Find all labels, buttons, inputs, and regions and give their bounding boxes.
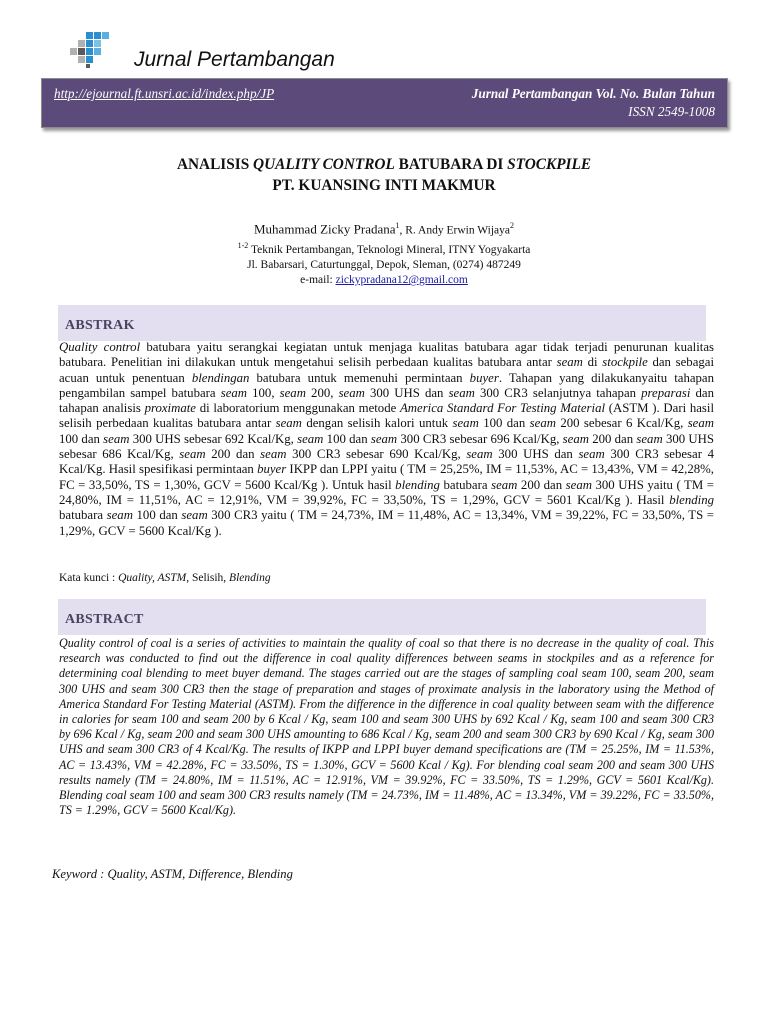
kata-kunci: Kata kunci : Quality, ASTM, Selisih, Blending [59,572,271,584]
journal-info: Jurnal Pertambangan Vol. No. Bulan Tahun [471,86,715,101]
abstract-heading: ABSTRACT [65,612,144,627]
journal-name: Jurnal Pertambangan [134,48,335,71]
author-names: Muhammad Zicky Pradana$^1$, R. Andy Erwin Wijaya$^2$ [254,221,514,237]
paper-title-line-1: ANALISIS QUALITY CONTROL BATUBARA DI STOCKPILE [176,156,592,173]
keyword-line: Keyword : Quality, ASTM, Difference, Blending [52,867,293,881]
address: Jl. Babarsari, Caturtunggal, Depok, Sleman, (0274) 487249 [247,259,521,272]
email-line: e-mail: zickypradana12@gmail.com [300,274,468,287]
journal-url-link[interactable]: http://ejournal.ft.unsri.ac.id/index.php/JP [54,86,275,101]
header-band [41,78,728,128]
abstract-heading-bar [58,599,706,635]
abstrak-text: Quality control batubara yaitu serangkai kegiatan untuk menjaga kualitas batubara agar tidak terjadi penurunan kualitas batubara. Penelitian ini dilakukan untuk mengetahui selisih perbedaan kualitas batubara antar seam di stockpile dan sebagai acuan untuk penentuan blendingan batubara untuk memenuhi permintaan buyer. Tahapan yang dilakukanyaitu tahapan pengambilan sampel batubara seam 100, seam 200, seam 300 UHS dan seam 300 CR3 selanjutnya tahapan preparasi dan tahapan analisis proximate di laboratorium menggunakan metode America Standard For Testing Material (ASTM ). Dari hasil selisih perbedaan kualitas batubara antar seam dengan selisih kalori untuk seam 100 dan seam 200 sebesar 6 Kcal/Kg, seam 100 dan seam 300 UHS sebesar 692 Kcal/Kg, seam 100 dan seam 300 CR3 sebesar 696 Kcal/Kg, seam 200 dan seam 300 UHS sebesar 686 Kcal/Kg, seam 200 dan seam 300 CR3 sebesar 690 Kcal/Kg, seam 300 UHS dan seam 300 CR3 sebesar 4 Kcal/Kg. Hasil spesifikasi permintaan buyer IKPP dan LPPI yaitu ( TM = 25,25%, IM = 11,53%, AC = 13,43%, VM = 42,28%, FC = 33,50%, TS = 1,30%, GCV = 5600 Kcal/Kg ). Untuk hasil blending batubara seam 200 dan seam 300 UHS yaitu ( TM = 24,80%, IM = 11,51%, AC = 12,91%, VM = 39,92%, FC = 33,50%, TS = 1,29%, GCV = 5601 Kcal/Kg ). Hasil blending batubara seam 100 dan seam 300 CR3 yaitu ( TM = 24,73%, IM = 11,48%, AC = 13,34%, VM = 39,22%, FC = 33,50%, TS = 1,29%, GCV = 5600 Kcal/Kg ). [59,340,715,538]
email-link[interactable]: zickypradana12@gmail.com [335,274,468,287]
abstract-text: Quality control of coal is a series of activities to maintain the quality of coal so that there is no decrease in the quality of coal. This research was conducted to find out the difference in coal quality differences between seams in stockpiles and as a reference for determining coal blending to meet buyer demand. The stages carried out are the stages of sampling coal seam 100, seam 200, seam 300 UHS and seam 300 CR3 then the stage of preparation and stages of proximate analysis in the laboratory using the Method of America Standard For Testing Material (ASTM). From the difference in the difference in coal quality between seam with the difference in calories for seam 100 and seam 200 by 6 Kcal / Kg, seam 100 and seam 300 UHS by 692 Kcal / Kg, seam 100 and seam 300 CR3 by 696 Kcal / Kg, seam 200 and seam 300 UHS amounting to 686 Kcal / Kg, seam 200 and seam 300 CR3 by 690 Kcal / Kg, seam 300 UHS and seam 300 CR3 of 4 Kcal/Kg. The results of IKPP and LPPI buyer demand specifications are (TM = 25.25%, IM = 11.53%, AC = 13.43%, VM = 42.28%, FC = 33.50%, TS = 1.30%, GCV = 5600 Kcal / Kg). For blending coal seam 200 and seam 300 UHS results namely (TM = 24.80%, IM = 11.51%, AC = 12.91%, VM = 39.92%, FC = 33.50%, TS = 1.29%, GCV = 5601 Kcal/Kg). Blending coal seam 100 and seam 300 CR3 results namely (TM = 24.73%, IM = 11.48%, AC = 13.34%, VM = 39.22%, FC = 33.50%, TS = 1.29%, GCV = 5600 Kcal/Kg). [59,636,714,818]
abstrak-heading: ABSTRAK [65,318,135,333]
author-block [0,218,768,288]
journal-logo-icon [64,30,114,70]
issn: ISSN 2549-1008 [628,104,715,119]
affiliation: $^{1-2}$ Teknik Pertambangan, Teknologi Mineral, ITNY Yogyakarta [237,241,531,257]
abstrak-heading-bar [58,305,706,341]
paper-title-line-2: PT. KUANSING INTI MAKMUR [272,177,496,194]
